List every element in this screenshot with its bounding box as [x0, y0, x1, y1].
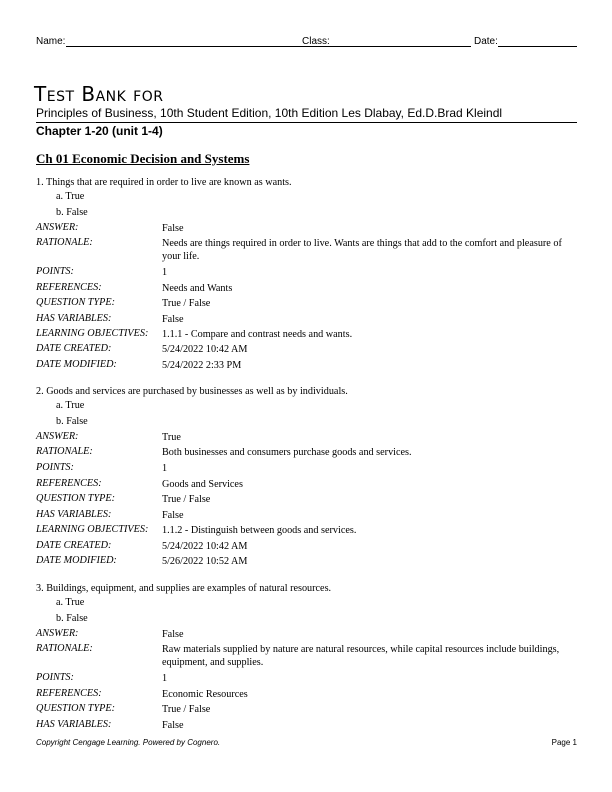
choice-a: a. True [56, 400, 85, 411]
rationale-value: Both businesses and consumers purchase goods and services. [162, 447, 412, 458]
question-type-label: QUESTION TYPE: [36, 493, 115, 504]
name-label: Name: [36, 36, 66, 47]
rationale-label: RATIONALE: [36, 446, 93, 457]
date-created-label: DATE CREATED: [36, 343, 112, 354]
answer-label: ANSWER: [36, 222, 79, 233]
points-value: 1 [162, 463, 168, 474]
has-variables-label: HAS VARIABLES: [36, 509, 112, 520]
references-value: Goods and Services [162, 479, 243, 490]
section-heading: Ch 01 Economic Decision and Systems [36, 151, 250, 166]
learning-objectives-label: LEARNING OBJECTIVES: [36, 328, 149, 339]
question-type-value: True / False [162, 704, 211, 715]
references-label: REFERENCES: [36, 478, 102, 489]
choice-a: a. True [56, 191, 85, 202]
answer-label: ANSWER: [36, 431, 79, 442]
question-type-label: QUESTION TYPE: [36, 297, 115, 308]
date-modified-value: 5/26/2022 10:52 AM [162, 556, 248, 567]
references-label: REFERENCES: [36, 282, 102, 293]
has-variables-label: HAS VARIABLES: [36, 719, 112, 730]
question-type-value: True / False [162, 494, 211, 505]
references-value: Needs and Wants [162, 283, 233, 294]
answer-label: ANSWER: [36, 628, 79, 639]
references-label: REFERENCES: [36, 688, 102, 699]
learning-objectives-value: 1.1.1 - Compare and contrast needs and wants. [162, 329, 353, 340]
date-created-label: DATE CREATED: [36, 540, 112, 551]
answer-value: False [162, 223, 184, 234]
date-label: Date: [474, 36, 498, 47]
learning-objectives-label: LEARNING OBJECTIVES: [36, 524, 149, 535]
points-value: 1 [162, 267, 168, 278]
points-label: POINTS: [36, 672, 74, 683]
date-created-value: 5/24/2022 10:42 AM [162, 344, 248, 355]
rationale-value: Raw materials supplied by nature are natural resources, while capital resources include buildings, equipment, and supplies. [162, 644, 560, 668]
has-variables-value: False [162, 720, 184, 731]
date-modified-value: 5/24/2022 2:33 PM [162, 360, 242, 371]
date-blank [498, 46, 577, 47]
date-created-value: 5/24/2022 10:42 AM [162, 541, 248, 552]
question-stem: 3. Buildings, equipment, and supplies are examples of natural resources. [36, 583, 332, 594]
choice-a: a. True [56, 597, 85, 608]
rationale-value: Needs are things required in order to live. Wants are things that add to the comfort and pleasure of your life. [162, 238, 562, 262]
date-modified-label: DATE MODIFIED: [36, 359, 117, 370]
choice-b: b. False [56, 613, 88, 624]
question-stem: 1. Things that are required in order to live are known as wants. [36, 177, 292, 188]
has-variables-label: HAS VARIABLES: [36, 313, 112, 324]
rationale-label: RATIONALE: [36, 643, 93, 654]
title-divider [36, 122, 577, 123]
class-label: Class: [302, 36, 330, 47]
choice-b: b. False [56, 416, 88, 427]
page-title: Test Bank for [34, 82, 164, 106]
copyright-notice: Copyright Cengage Learning. Powered by Cognero. [36, 738, 221, 747]
page-number: Page 1 [551, 738, 577, 747]
date-modified-label: DATE MODIFIED: [36, 555, 117, 566]
choice-b: b. False [56, 207, 88, 218]
learning-objectives-value: 1.1.2 - Distinguish between goods and services. [162, 525, 357, 536]
class-blank [328, 46, 471, 47]
references-value: Economic Resources [162, 689, 248, 700]
question-type-label: QUESTION TYPE: [36, 703, 115, 714]
points-label: POINTS: [36, 266, 74, 277]
question-type-value: True / False [162, 298, 211, 309]
name-blank [66, 46, 328, 47]
answer-value: True [162, 432, 181, 443]
student-info-row [36, 34, 577, 50]
answer-value: False [162, 629, 184, 640]
has-variables-value: False [162, 510, 184, 521]
points-label: POINTS: [36, 462, 74, 473]
chapter-label: Chapter 1-20 (unit 1-4) [36, 124, 163, 138]
rationale-label: RATIONALE: [36, 237, 93, 248]
points-value: 1 [162, 673, 168, 684]
question-stem: 2. Goods and services are purchased by businesses as well as by individuals. [36, 386, 348, 397]
has-variables-value: False [162, 314, 184, 325]
book-subtitle: Principles of Business, 10th Student Edition, 10th Edition Les Dlabay, Ed.D.Brad Kleindl [36, 106, 503, 120]
